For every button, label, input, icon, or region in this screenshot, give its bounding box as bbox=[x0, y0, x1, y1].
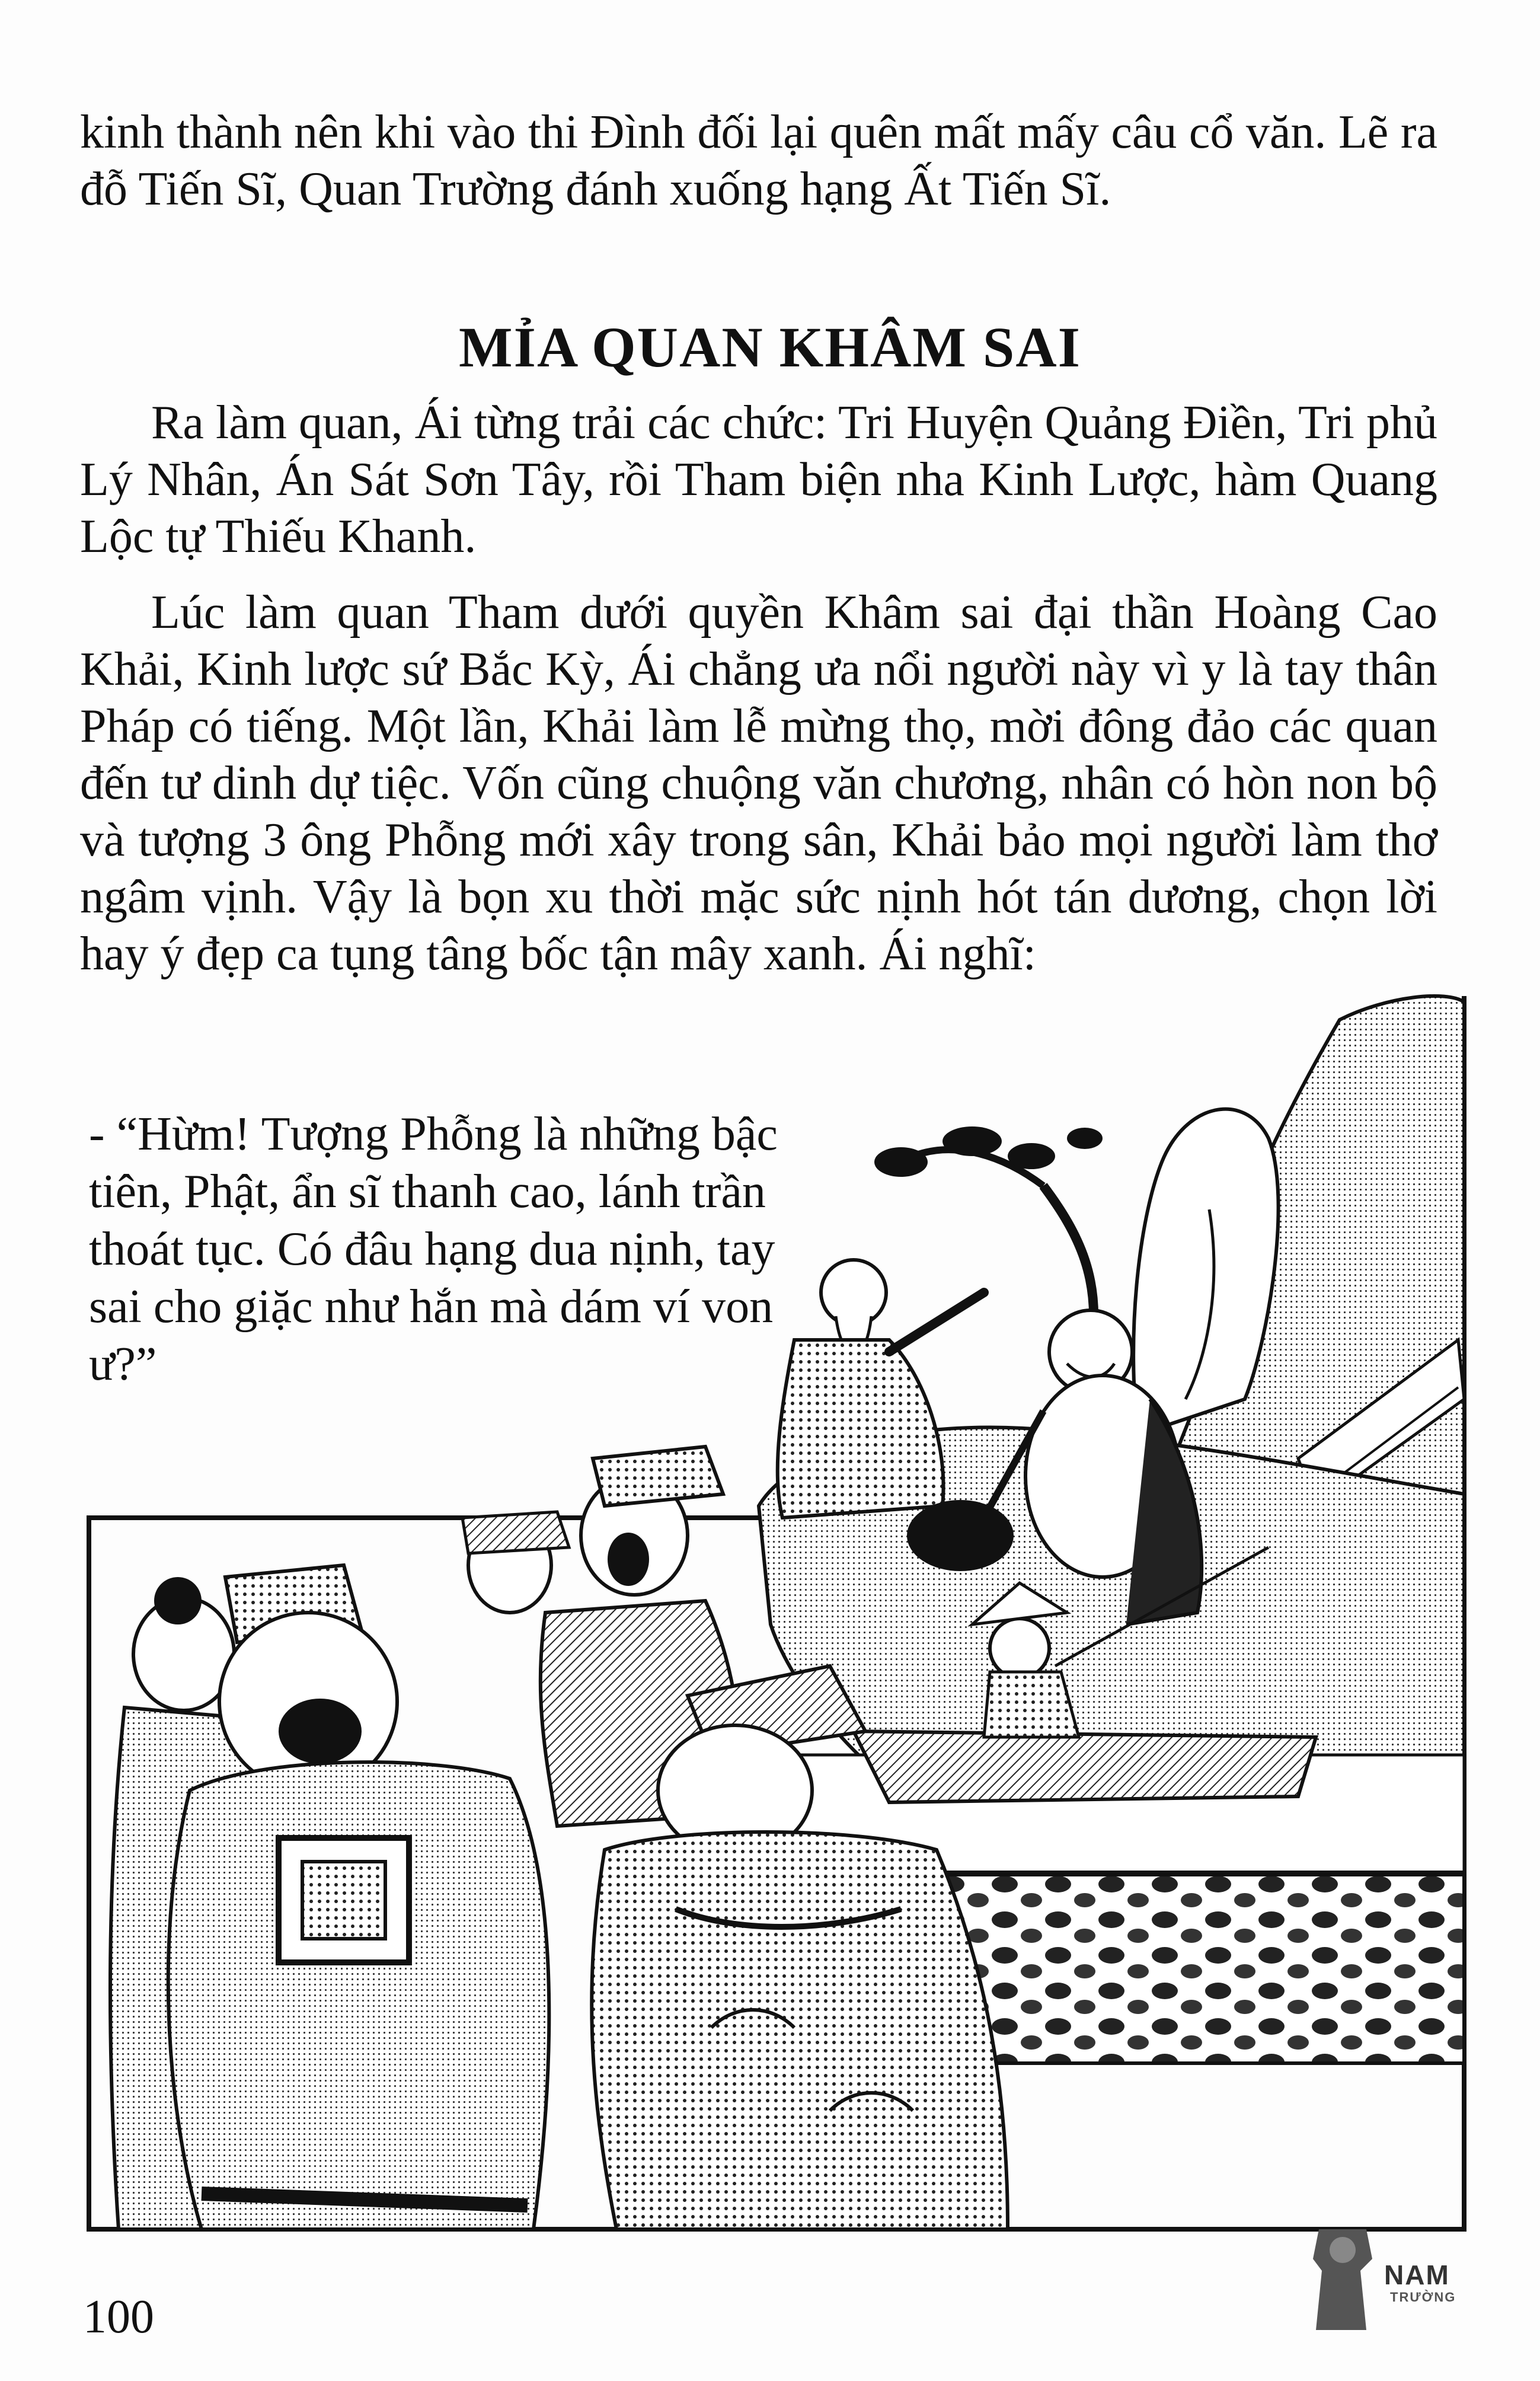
quote-text: - “Hừm! Tượng Phỗng là những bậc tiên, Phật, ẩn sĩ thanh cao, lánh trần thoát tục. Có đâu hạng dua nịnh, tay sai cho giặc như hắn mà dám ví von ư?” bbox=[89, 1108, 778, 1390]
statue-icon bbox=[1301, 2223, 1384, 2336]
paragraph-1: Ra làm quan, Ái từng trải các chức: Tri Huyện Quảng Điền, Tri phủ Lý Nhân, Án Sát Sơn Tây, rồi Tham biện nha Kinh Lược, hàm Quang Lộc tự Thiếu Khanh. bbox=[80, 397, 1437, 563]
paragraph-2: Lúc làm quan Tham dưới quyền Khâm sai đại thần Hoàng Cao Khải, Kinh lược sứ Bắc Kỳ, Ái chẳng ưa nổi người này vì y là tay thân Pháp có tiếng. Một lần, Khải làm lễ mừng thọ, mời đông đảo các quan đến tư dinh dự tiệc. Vốn cũng chuộng văn chương, nhân có hòn non bộ và tượng 3 ông Phỗng mới xây trong sân, Khải bảo mọi người làm thơ ngâm vịnh. Vậy là bọn xu thời mặc sức nịnh hót tán dương, chọn lời hay ý đẹp ca tụng tâng bốc tận mây xanh. Ái nghĩ: bbox=[80, 586, 1437, 980]
section-heading: MỈA QUAN KHÂM SAI bbox=[458, 315, 1081, 379]
logo-subtitle: TRƯỜNG bbox=[1390, 2290, 1456, 2305]
page-number: 100 bbox=[83, 2291, 154, 2343]
publisher-logo bbox=[1301, 2223, 1479, 2336]
logo-name: NAM bbox=[1384, 2259, 1450, 2290]
paragraph-intro: kinh thành nên khi vào thi Đình đối lại quên mất mấy câu cổ văn. Lẽ ra đỗ Tiến Sĩ, Quan Trường đánh xuống hạng Ất Tiến Sĩ. bbox=[80, 106, 1437, 215]
